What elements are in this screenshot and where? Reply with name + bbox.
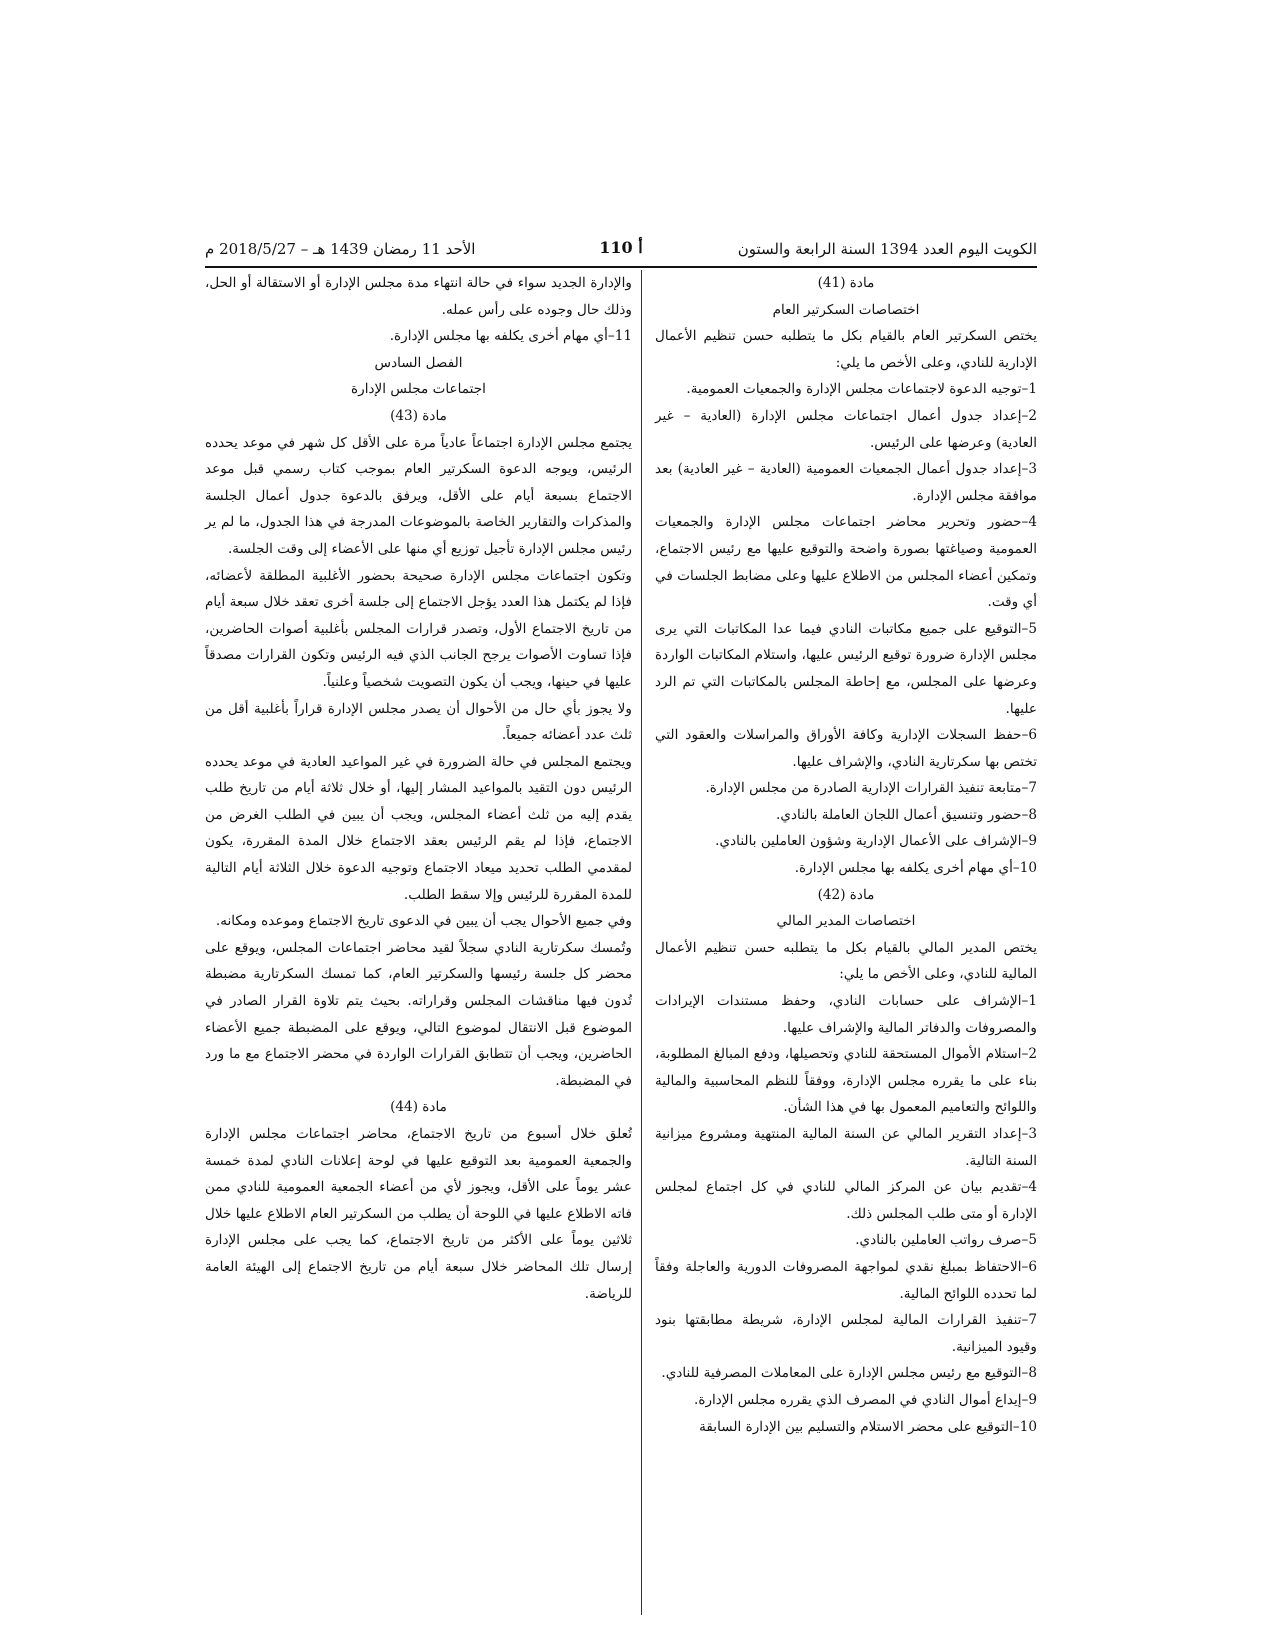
article-42-item: 4–تقديم بيان عن المركز المالي للنادي في كل اجتماع لمجلس الإدارة أو متى طلب المجلس ذلك. — [655, 1179, 1037, 1222]
continuation-text: والإدارة الجديد سواء في حالة انتهاء مدة مجلس الإدارة أو الاستقالة أو الحل، وذلك حال وجوده على رأس عمله. — [205, 275, 632, 318]
article-43-paragraph: يجتمع مجلس الإدارة اجتماعاً عادياً مرة على الأقل كل شهر في موعد يحدده الرئيس، ويوجه الدعوة السكرتير العام بموجب كتاب رسمي قبل موعد الاجتماع بسبعة أيام على الأقل، ويرفق بالدعوة جدول أعمال الجلسة والمذكرات والتقارير الخاصة بالموضوعات المدرجة في هذا الجدول، ما لم ير رئيس مجلس الإدارة تأجيل توزيع أي منها على الأعضاء إلى وقت الجلسة. — [205, 434, 632, 557]
article-42-item: 5–صرف رواتب العاملين بالنادي. — [855, 1232, 1037, 1249]
article-41-item: 1–توجيه الدعوة لاجتماعات مجلس الإدارة والجمعيات العمومية. — [686, 381, 1037, 398]
article-41-item: 6–حفظ السجلات الإدارية وكافة الأوراق والمراسلات والعقود التي تختص بها سكرتارية النادي، والإشراف عليها. — [655, 727, 1037, 770]
column-divider — [641, 270, 642, 1615]
article-41-item: 5–التوقيع على جميع مكاتبات النادي فيما عدا المكاتبات التي يرى مجلس الإدارة ضرورة توقيع الرئيس عليها، واستلام المكاتبات الواردة وعرضها على المجلس، مع إحاطة المجلس بالمكاتبات التي تم الرد عليها. — [655, 620, 1037, 717]
article-42-title: مادة (42) — [817, 886, 875, 903]
article-42-item: 1–الإشراف على حسابات النادي، وحفظ مستندات الإيرادات والمصروفات والدفاتر المالية والإشراف عليها. — [655, 993, 1037, 1036]
article-41-item: 3–إعداد جدول أعمال الجمعيات العمومية (العادية – غير العادية) بعد موافقة مجلس الإدارة. — [655, 461, 1037, 504]
article-42-subtitle: اختصاصات المدير المالي — [776, 913, 916, 930]
article-41-item: 8–حضور وتنسيق أعمال اللجان العاملة بالنادي. — [776, 806, 1037, 823]
article-41-subtitle: اختصاصات السكرتير العام — [772, 301, 920, 318]
article-42-intro: يختص المدير المالي بالقيام بكل ما يتطلبه حسن تنظيم الأعمال المالية للنادي، وعلى الأخص ما يلي: — [655, 939, 1037, 983]
article-42-item: 3–إعداد التقرير المالي عن السنة المالية المنتهية ومشروع ميزانية السنة التالية. — [655, 1126, 1037, 1169]
page-header — [205, 236, 1037, 264]
article-41-item: 9–الإشراف على الأعمال الإدارية وشؤون العاملين بالنادي. — [715, 833, 1037, 850]
right-column — [655, 270, 1037, 1440]
article-41-title: مادة (41) — [817, 275, 875, 291]
article-41-intro: يختص السكرتير العام بالقيام بكل ما يتطلبه حسن تنظيم الأعمال الإدارية للنادي، وعلى الأخص ما يلي: — [655, 328, 1037, 371]
left-column — [205, 270, 632, 1307]
chapter-title: اجتماعات مجلس الإدارة — [351, 381, 486, 398]
issue-date: الأحد 11 رمضان 1439 هـ – 2018/5/27 م — [205, 240, 476, 258]
article-43-paragraph: وتُمسك سكرتارية النادي سجلاً لقيد محاضر اجتماعات المجلس، ويوقع على محضر كل جلسة رئيسها والسكرتير العام، كما تمسك السكرتارية مضبطة تُدون فيها مناقشات المجلس وقراراته. بحيث يتم تلاوة القرار الصادر في الموضوع قبل الانتقال لموضوع التالي، ويوقع على المضبطة جميع الأعضاء الحاضرين، ويجب أن تتطابق القرارات الواردة في محضر الاجتماع مع ما ورد في المضبطة. — [205, 939, 632, 1089]
article-41-item: 10–أي مهام أخرى يكلفه بها مجلس الإدارة. — [794, 860, 1037, 877]
article-42-item: 10–التوقيع على محضر الاستلام والتسليم بين الإدارة السابقة — [699, 1418, 1037, 1435]
header-divider — [205, 266, 1037, 268]
publication-info: الكويت اليوم العدد 1394 السنة الرابعة والستون — [737, 240, 1037, 258]
article-44-title: مادة (44) — [390, 1099, 447, 1116]
article-42-item: 8–التوقيع مع رئيس مجلس الإدارة على المعاملات المصرفية للنادي. — [661, 1365, 1037, 1382]
article-42-item: 9–إيداع أموال النادي في المصرف الذي يقرره مجلس الإدارة. — [694, 1391, 1037, 1408]
chapter-heading: الفصل السادس — [374, 354, 463, 371]
article-43-paragraph: ولا يجوز بأي حال من الأحوال أن يصدر مجلس الإدارة قراراً بأغلبية أقل من ثلث عدد أعضائه جميعاً. — [205, 700, 632, 744]
article-44-paragraph: تُعلق خلال أسبوع من تاريخ الاجتماع، محاضر اجتماعات مجلس الإدارة والجمعية العمومية بعد التوقيع عليها في لوحة إعلانات النادي لمدة خمسة عشر يوماً على الأقل، ويجوز لأي من أعضاء الجمعية العمومية للنادي ممن فاته الاطلاع عليها في اللوحة أن يطلب من السكرتير العام الاطلاع عليها خلال ثلاثين يوماً على الأكثر من تاريخ الاجتماع، كما يجب على مجلس الإدارة إرسال تلك المحاضر خلال سبعة أيام من تاريخ الاجتماع إلى الهيئة العامة للرياضة. — [205, 1126, 632, 1302]
article-43-paragraph: وتكون اجتماعات مجلس الإدارة صحيحة بحضور الأغلبية المطلقة لأعضائه، فإذا لم يكتمل هذا العدد يؤجل الاجتماع إلى جلسة أخرى تعقد خلال سبعة أيام من تاريخ الاجتماع الأول، وتصدر قرارات المجلس بأغلبية أصوات الحاضرين، فإذا تساوت الأصوات يرجح الجانب الذي فيه الرئيس وتكون القرارات مصدقاً عليها في حينها، ويجب أن يكون التصويت شخصياً وعلنياً. — [205, 567, 632, 690]
article-43-title: مادة (43) — [390, 407, 447, 424]
article-41-item: 2–إعداد جدول أعمال اجتماعات مجلس الإدارة (العادية – غير العادية) وعرضها على الرئيس. — [655, 407, 1037, 451]
article-43-paragraph: ويجتمع المجلس في حالة الضرورة في غير المواعيد العادية في موعد يحدده الرئيس دون التقيد بالمواعيد المشار إليها، أو خلال ثلاثة أيام من تاريخ طلب يقدم إليه من ثلث أعضاء المجلس، ويجب أن يبين في الطلب الغرض من الاجتماع، فإذا لم يقم الرئيس بعقد الاجتماع خلال المدة المقررة، يكون لمقدمي الطلب تحديد ميعاد الاجتماع وتوجيه الدعوة خلال الثلاثة أيام التالية للمدة المقررة للرئيس وإلا سقط الطلب. — [205, 753, 632, 903]
article-42-item: 7–تنفيذ القرارات المالية لمجلس الإدارة، شريطة مطابقتها بنود وقيود الميزانية. — [655, 1312, 1037, 1355]
article-42-item: 2–استلام الأموال المستحقة للنادي وتحصيلها، ودفع المبالغ المطلوبة، بناء على ما يقرره مجلس الإدارة، ووفقاً للنظم المحاسبية والمالية واللوائح والتعاميم المعمول بها في هذا الشأن. — [655, 1046, 1037, 1116]
page-number: أ 110 — [599, 238, 643, 257]
article-41-item: 7–متابعة تنفيذ القرارات الإدارية الصادرة من مجلس الإدارة. — [705, 780, 1037, 797]
article-41-item: 4–حضور وتحرير محاضر اجتماعات مجلس الإدارة والجمعيات العمومية وصياغتها بصورة واضحة والتوقيع عليها مع رئيس الاجتماع، وتمكين أعضاء المجلس من الاطلاع عليها وعلى مضابط الجلسات في أي وقت. — [655, 514, 1037, 611]
article-43-paragraph: وفي جميع الأحوال يجب أن يبين في الدعوى تاريخ الاجتماع وموعده ومكانه. — [215, 913, 632, 930]
article-42-item: 6–الاحتفاظ بمبلغ نقدي لمواجهة المصروفات الدورية والعاجلة وفقاً لما تحدده اللوائح المالية. — [655, 1258, 1037, 1302]
item-11: 11–أي مهام أخرى يكلفه بها مجلس الإدارة. — [389, 328, 632, 345]
